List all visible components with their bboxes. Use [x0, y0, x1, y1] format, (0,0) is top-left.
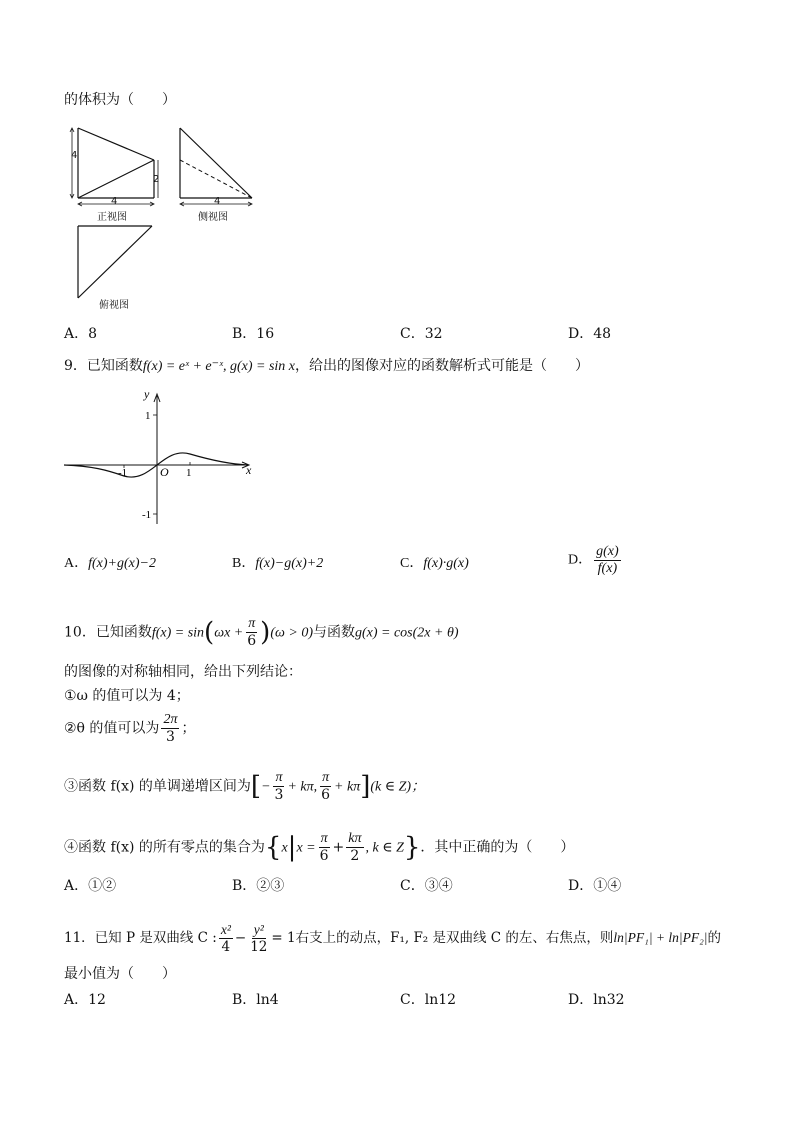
q10-conclusion-3: ③函数 f(x) 的单调递增区间为[− $\frac{\pi}{3}$ + kπ, $\frac{\pi}{6}$ + kπ](k ∈ Z)； — [64, 770, 426, 803]
dim-front-mid: 2 — [153, 174, 160, 185]
tick-x-neg: -1 — [118, 467, 128, 479]
q10-f-left: f(x) = sin — [151, 625, 205, 641]
q11-option-c[interactable] — [400, 990, 456, 1010]
y-axis-label: y — [144, 388, 150, 401]
option-letter: D． — [568, 552, 593, 568]
question-number: 9． — [64, 358, 87, 374]
q11-option-a[interactable] — [64, 990, 106, 1010]
c3-post: (k ∈ Z)； — [370, 779, 426, 795]
q11-tail: 的 — [707, 930, 721, 946]
fraction-numerator: g(x) — [596, 544, 619, 559]
option-text: ②③ — [256, 878, 285, 894]
q11-option-b[interactable] — [232, 990, 279, 1010]
c4-pre: ④函数 f(x) 的所有零点的集合为 — [64, 839, 265, 856]
x-axis-label: x — [246, 463, 252, 477]
q9-option-b[interactable] — [232, 554, 323, 574]
q9-option-c[interactable] — [400, 554, 469, 574]
top-view — [78, 226, 152, 298]
option-letter: C． — [400, 326, 425, 342]
c3-pre: ③函数 f(x) 的单调递增区间为 — [64, 778, 251, 795]
option-text: ③④ — [424, 878, 453, 894]
option-text: f(x)+g(x)−2 — [88, 556, 156, 571]
q10-option-d[interactable] — [568, 876, 621, 896]
option-letter: B． — [232, 878, 257, 894]
q9-post: ，给出的图像对应的函数解析式可能是（ ） — [295, 358, 590, 374]
option-text: ①② — [88, 878, 117, 894]
q10-g-def: g(x) = cos(2x + θ) — [354, 625, 459, 641]
fraction-numerator: kπ — [348, 831, 362, 846]
option-text: 16 — [256, 326, 275, 342]
dim-front-height: 4 — [71, 150, 78, 161]
c4-x: x — [281, 840, 288, 856]
q11-expression: ln|PF₁| + ln|PF₂| — [613, 930, 708, 945]
c4-eq: x = — [296, 840, 316, 856]
function-graph — [62, 388, 262, 528]
option-text: f(x)−g(x)+2 — [255, 556, 324, 571]
fraction-numerator: π — [320, 831, 328, 846]
q8-option-b[interactable] — [232, 324, 274, 344]
fraction-numerator: x² — [220, 922, 231, 937]
c3-end: + kπ — [334, 779, 361, 795]
tick-x-pos: 1 — [186, 467, 192, 479]
top-view-label: 俯视图 — [99, 300, 129, 311]
question-number: 11． — [64, 930, 95, 946]
fraction-denominator: 3 — [165, 729, 175, 745]
q9-stem — [64, 356, 589, 377]
option-text: 8 — [88, 326, 98, 342]
fraction-denominator: 12 — [250, 939, 268, 955]
q9-option-d[interactable] — [568, 544, 623, 577]
side-view-label: 侧视图 — [198, 212, 228, 223]
fraction-numerator: π — [248, 616, 256, 631]
q10-conclusion-1: ①ω 的值可以为 4； — [64, 688, 190, 704]
fraction-numerator: y² — [253, 922, 264, 937]
option-letter: A． — [64, 992, 89, 1008]
option-text: ln32 — [593, 992, 625, 1008]
q10-conclusion-4: ④函数 f(x) 的所有零点的集合为{x|x = $\frac{\pi}{6}$ + $\frac{k\pi}{2}$ , k ∈ Z}．其中正确的为（ ） — [64, 831, 575, 864]
c4-k: , k ∈ Z — [365, 840, 404, 856]
fraction-denominator: f(x) — [597, 561, 618, 576]
q8-option-d[interactable] — [568, 324, 611, 344]
option-text: 12 — [88, 992, 106, 1008]
option-text: ln12 — [424, 992, 457, 1008]
front-view — [70, 128, 158, 206]
origin-label: O — [160, 465, 169, 479]
q9-function-defs: f(x) = eˣ + e⁻ˣ, g(x) = sin x — [142, 359, 296, 374]
fraction-denominator: 6 — [321, 787, 331, 803]
dim-side-width: 4 — [214, 196, 221, 207]
question-number: 10． — [64, 624, 96, 641]
option-letter: B． — [232, 326, 257, 342]
option-text: ln4 — [256, 992, 279, 1008]
q9-option-a[interactable] — [64, 554, 156, 574]
option-text: 48 — [593, 326, 612, 342]
option-letter: A． — [64, 878, 89, 894]
fraction-denominator: 4 — [221, 939, 231, 955]
q11-pre: 已知 P 是双曲线 C : — [94, 930, 217, 946]
dim-front-width: 4 — [111, 196, 118, 207]
c3-mid: + kπ, — [287, 779, 318, 795]
q11-mid: 右支上的动点，F₁, F₂ 是双曲线 C 的左、右焦点，则 — [295, 930, 614, 946]
option-letter: D． — [568, 878, 594, 894]
option-letter: C． — [400, 878, 425, 894]
fraction-numerator: 2π — [163, 712, 178, 727]
option-text: 32 — [424, 326, 443, 342]
fraction-numerator: π — [275, 770, 283, 785]
option-letter: A． — [64, 326, 89, 342]
q10-stem: 10．已知函数f(x) = sin(ωx + $\frac{\pi}{6}$ )(ω > 0)与函数g(x) = cos(2x + θ) — [64, 616, 459, 649]
q10-option-b[interactable] — [232, 876, 284, 896]
option-letter: D． — [568, 992, 594, 1008]
q10-condition: (ω > 0) — [270, 625, 313, 641]
three-view-figure — [62, 118, 272, 318]
fraction-denominator: 6 — [247, 633, 257, 649]
c4-post: ．其中正确的为（ ） — [420, 839, 575, 856]
fraction-numerator: π — [322, 770, 330, 785]
q10-conclusion-2 — [64, 712, 195, 745]
q10-option-a[interactable] — [64, 876, 116, 896]
fraction-denominator: 6 — [319, 848, 329, 864]
q9-pre: 已知函数 — [86, 358, 143, 374]
option-letter: C． — [400, 992, 425, 1008]
side-view — [180, 128, 252, 206]
c3-minus: − — [261, 779, 271, 795]
q11-line2: 最小值为（ ） — [64, 966, 176, 982]
tick-y-neg: -1 — [142, 509, 152, 521]
q10-f-arg: ωx + — [214, 625, 244, 641]
q8-option-c[interactable] — [400, 324, 443, 344]
c4-plus: + — [332, 839, 345, 856]
option-letter: B． — [232, 992, 257, 1008]
q10-option-c[interactable] — [400, 876, 453, 896]
option-letter: A． — [64, 556, 89, 571]
c2-pre: ②θ 的值可以为 — [64, 720, 160, 737]
fraction-denominator: 2 — [350, 848, 360, 864]
option-letter: B． — [232, 556, 256, 571]
q11-eq: = 1 — [271, 930, 296, 946]
tick-y-pos: 1 — [145, 410, 151, 422]
q10-line2: 的图像的对称轴相同，给出下列结论： — [64, 664, 302, 680]
front-view-label: 正视图 — [97, 212, 127, 223]
q11-stem: 11．已知 P 是双曲线 C : $\frac{\text{x²}}{4}$ − $\frac{\text{y²}}{12}$ = 1右支上的动点，F₁, F₂ 是双曲线 C 的左、右焦点，则ln|PF₁| + ln|PF₂|的 — [64, 922, 721, 955]
option-text: f(x)·g(x) — [423, 556, 469, 571]
fraction-denominator: 3 — [274, 787, 284, 803]
option-letter: C． — [400, 556, 424, 571]
q11-option-d[interactable] — [568, 990, 625, 1010]
option-letter: D． — [568, 326, 594, 342]
c2-post: ； — [181, 720, 196, 737]
option-text: ①④ — [593, 878, 622, 894]
q8-stem-tail: 的体积为（ ） — [64, 92, 176, 108]
q10-mid: 与函数 — [312, 624, 355, 641]
q10-pre: 已知函数 — [95, 624, 152, 641]
q8-option-a[interactable] — [64, 324, 97, 344]
